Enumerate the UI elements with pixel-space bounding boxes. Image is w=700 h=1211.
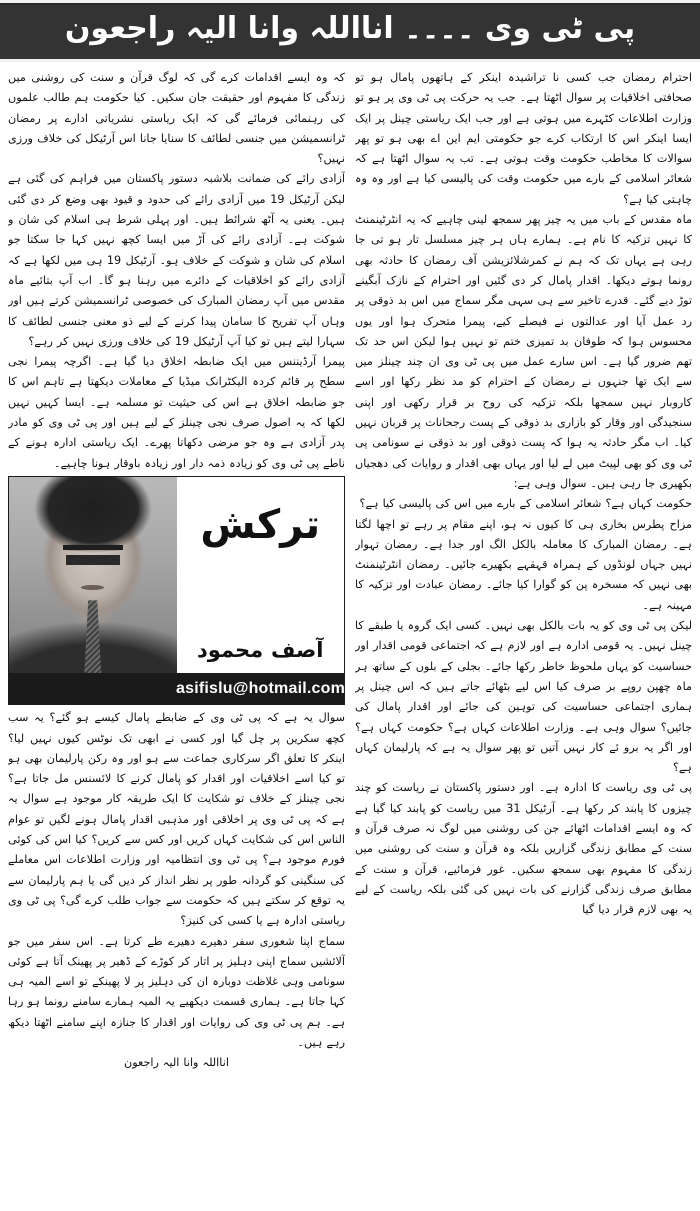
author-name: آصف محمود [197,637,324,662]
portrait-mouth [81,585,104,590]
closing-line: انااللہ وانا الیہ راجعون [124,1056,229,1070]
author-meta [177,477,345,673]
paragraph: لیکن پی ٹی وی کو یہ بات بالکل بھی نہیں۔ کسی ایک گروہ یا طبقے کا چینل نہیں۔ یہ قومی ادارہ ہے اور لازم ہے کہ اجتماعی قومی اقدار اور حساسیت کو یہاں ملحوظ خاطر رکھا جائے۔ بجلی کے بلوں کے ساتھ ہر ماہ چھپن روپے بر صرف کیا اس لیے بٹھائے جاتے ہیں کہ اس چینل پر ہماری اجتماعی حساسیت کی توہین کی جائے اور اقدار پامال کی جائیں؟ سوال وہی ہے۔ وزارت اطلاعات کہاں ہے؟ حکومت کہاں ہے؟ اور اگر یہ برو ئے کار نہیں آتیں تو پھر سوال یہ ہے کہ پارلیمان کہاں ہے؟ [355,619,692,775]
article-column-right [355,68,692,1207]
author-email[interactable]: asifislu@hotmail.com [8,674,345,705]
paragraph: پی ٹی وی ریاست کا ادارہ ہے۔ اور دستور پاکستان نے ریاست کو چند چیزوں کا پابند کر رکھا ہے۔ آرٹیکل 31 میں ریاست کو پابند کیا گیا ہے کہ وہ ایسے اقدامات اٹھائے جن کی روشنی میں لوگ نہ صرف قرآن و سنت کے مطابق زندگی گزاریں بلکہ وہ قرآن و سنت کی روشنی میں زندگی کا مفہوم بھی سمجھ سکیں۔ غور فرمائیے، قرآن و سنت کے مطابق صرف زندگی گزارنے کی بات نہیں کی گئی بلکہ ریاست کے لیے یہ بھی لازم قرار دیا گیا [355,781,692,917]
paragraph: کہ وہ ایسے اقدامات کرے گی کہ لوگ قرآن و سنت کی روشنی میں زندگی کا مفہوم اور حقیقت جان سکیں۔ کیا حکومت ہم طالب علموں کی رہنمائی فرمائے گی کہ ایک ریاستی نشریاتی ادارے پر رمضان ٹرانسمیشن میں جنسی لطائف کا سنایا جانا اس آرٹیکل کی خلاف ورزی نہیں؟ [8,71,345,166]
author-block [8,476,345,705]
paragraph: آزادی رائے کی ضمانت بلاشبہ دستور پاکستان میں فراہم کی گئی ہے لیکن آرٹیکل 19 میں آزادی رائے کی حدود و قیود بھی وضع کر دی گئی ہیں۔ یعنی یہ آٹھ شرائط ہیں۔ اور پہلی شرط ہی اسلام کی شان و شوکت ہے۔ آزادی رائے کی آڑ میں ایسا کچھ نہیں کہا جا سکتا جو اسلام کی شان و شوکت کے خلاف ہو۔ آرٹیکل 19 ہی میں لکھا ہے کہ آزادی رائے کو اخلاقیات کے دائرے میں رہنا ہو گا۔ اب آپ بتائیے ماہ مقدس میں آپ رمضان المبارک کی خصوصی ٹرانسمیشن کرتے ہیں اور وہاں آپ تفریح کا سامان پیدا کرنے کے لیے ذو معنی جنسی لطائف کا سہارا لیتے ہیں تو کیا آپ آرٹیکل 19 کی خلاف ورزی نہیں کر رہے؟ [8,172,345,348]
author-photo [9,477,177,673]
paragraph: ماہ مقدس کے باب میں یہ چیز پھر سمجھ لینی چاہیے کہ یہ انٹرٹینمنٹ کا نہیں تزکیہ کا نام ہے۔ ہمارے ہاں ہر چیز مسلسل تار ہو تی جا رہی ہے یہاں تک کہ ہم نے کمرشلائزیشن آف رمضان کا حادثہ بھی رونما ہوتے دیکھا۔ اقدار پامال کر دی گئیں اور احترام کے نازک آبگینے توڑ دیے گئے۔ قدرے تاخیر سے ہی سہی مگر سماج میں اس بد ذوقی پر رد عمل آیا اور عدالتوں نے فیصلے کیے، پیمرا متحرک ہوا اور یوں محسوس ہوا کہ طوفان بد تمیزی ختم تو نہیں ہوا لیکن اس حد تک تھم ضرور گیا ہے۔ اس سارے عمل میں پی ٹی وی ان چند چینلز میں سے ایک تھا جنہوں نے رمضان کے احترام کو مد نظر رکھا اور اسے کاروبار نہیں سمجھا بلکہ تزکیہ کی روح بر قرار رکھی اور اپنی سنجیدگی اور وقار کو بازاری بد ذوقی کے پست رجحانات پر قربان نہیں کیا۔ اب مگر حادثہ یہ ہوا کہ پست ذوقی اور بد ذوقی نے سونامی پی ٹی وی کو بھی لپیٹ میں لے لیا اور یہاں بھی اقدار و روایات کی دھجیاں بکھیری جا رہی ہیں۔ سوال وہی ہے: [355,213,692,490]
paragraph: سوال یہ ہے کہ پی ٹی وی کے ضابطے پامال کیسے ہو گئے؟ یہ سب کچھ سکرین پر چل گیا اور کسی نے ابھی تک نوٹس کیوں نہیں لیا؟ اینکر کا تعلق اگر سرکاری جماعت سے ہو اور وہ رکن پارلیمان بھی ہو تو کیا اسے اخلاقیات اور اقدار کو پامال کرنے کا لائسنس مل جاتا ہے؟ نجی چینلز کے خلاف تو شکایت کا ایک طریقہ کار موجود ہے سوال یہ ہے کہ پی ٹی وی پر اخلاقی اور مذہبی اقدار پامال ہونے لگیں تو عوام الناس اس کی شکایت کہاں کریں اور کس سے کریں؟ کیا اس کی کوئی فورم موجود ہے؟ پی ٹی وی انتظامیہ اور وزارت اطلاعات اس معاملے کی سنگینی کو گردانہ طور پر نظر انداز کر دیں گی یا ہم پارلیمان سے یہ توقع کر سکتے ہیں کہ حکومت سے جواب طلب کرے گی؟ پی ٹی وی ریاستی ادارہ ہے یا کسی کی کنیز؟ [8,711,345,928]
portrait-brows [63,544,123,552]
article-body [0,62,700,1211]
paragraph: احترام رمضان جب کسی نا تراشیدہ اینکر کے ہاتھوں پامال ہو تو صحافتی اخلاقیات پر سوال اٹھتا ہے۔ جب یہ حرکت پی ٹی وی پر ہو تو وزارت اطلاعات کٹہرے میں ہوتی ہے اور جب ایک ریاستی چینل پر ایک ایسا اینکر اس کا ارتکاب کرے جو حکومتی ایم این اے بھی ہو تو پھر سوالات کا مخاطب حکومت وقت ہوتی ہے۔ تب یہ سوال اٹھتا ہے کہ شعائر اسلامی کے بارے میں حکومت وقت کی پالیسی کیا ہے اور وہ وہ چاہتی کیا ہے؟ [355,71,692,206]
author-portrait-image [9,477,177,673]
author-frame [8,476,345,674]
paragraph: پیمرا آرڈیننس میں ایک ضابطہ اخلاق دیا گیا ہے۔ اگرچہ پیمرا نجی سطح پر قائم کردہ الیکٹرانک میڈیا کے معاملات دیکھتا ہے تاہم اس کا جو ضابطہ اخلاق ہے اس کی حیثیت تو مسلمہ ہے۔ ایسا کہیں نہیں لکھا کہ یہ اصول صرف نجی چینلز کے لیے ہیں اور پی ٹی وی کو مادر پدر آزادی ہے وہ جو مرضی دکھاتا پھرے۔ ایک ریاستی ادارہ ہونے کے ناطے پی ٹی وی کو زیادہ ذمہ دار اور زیادہ باوقار ہونا چاہیے۔ [8,355,345,470]
paragraph: حکومت کہاں ہے؟ شعائر اسلامی کے بارے میں اس کی پالیسی کیا ہے؟ [359,497,692,511]
paragraph: سماج اپنا شعوری سفر دھیرے دھیرے طے کرتا ہے۔ اس سفر میں جو آلائشیں سماج اپنی دہلیز پر اتار کر کوڑے کے ڈھیر پر پھینک آتا ہے کوئی سونامی وہی غلاظت دوبارہ ان کی دہلیز پر لا پھینکے تو اسے المیہ ہی کہا جاتا ہے۔ ہماری قسمت دیکھیے یہ المیہ ہمارے سامنے رونما ہو رہا ہے۔ ہم پی ٹی وی کی روایات اور اقدار کا جنازہ اپنے سامنے اٹھتا دیکھ رہے ہیں۔ [8,934,345,1049]
paragraph: مزاح پطرس بخاری ہی کا کیوں نہ ہو، اپنے مقام پر رہے تو اچھا لگتا ہے۔ رمضان المبارک کا معاملہ بالکل الگ اور جدا ہے۔ رمضان تہوار نہیں جہاں لونڈوں کے ہمراہ قہقہے بکھیرے جائیں۔ رمضان انٹرٹینمنٹ بھی نہیں کہ مسخرہ پن کو گوارا کیا جائے۔ رمضان عبادت اور تزکیہ کا مہینہ ہے۔ [355,517,692,612]
portrait-eyes [66,555,120,565]
column-title: ترکش [200,501,321,548]
page-title: پی ٹی وی ۔۔۔۔ انااللہ وانا الیہ راجعون [64,10,636,46]
headline-bar [0,0,700,62]
article-column-middle [8,68,345,1207]
